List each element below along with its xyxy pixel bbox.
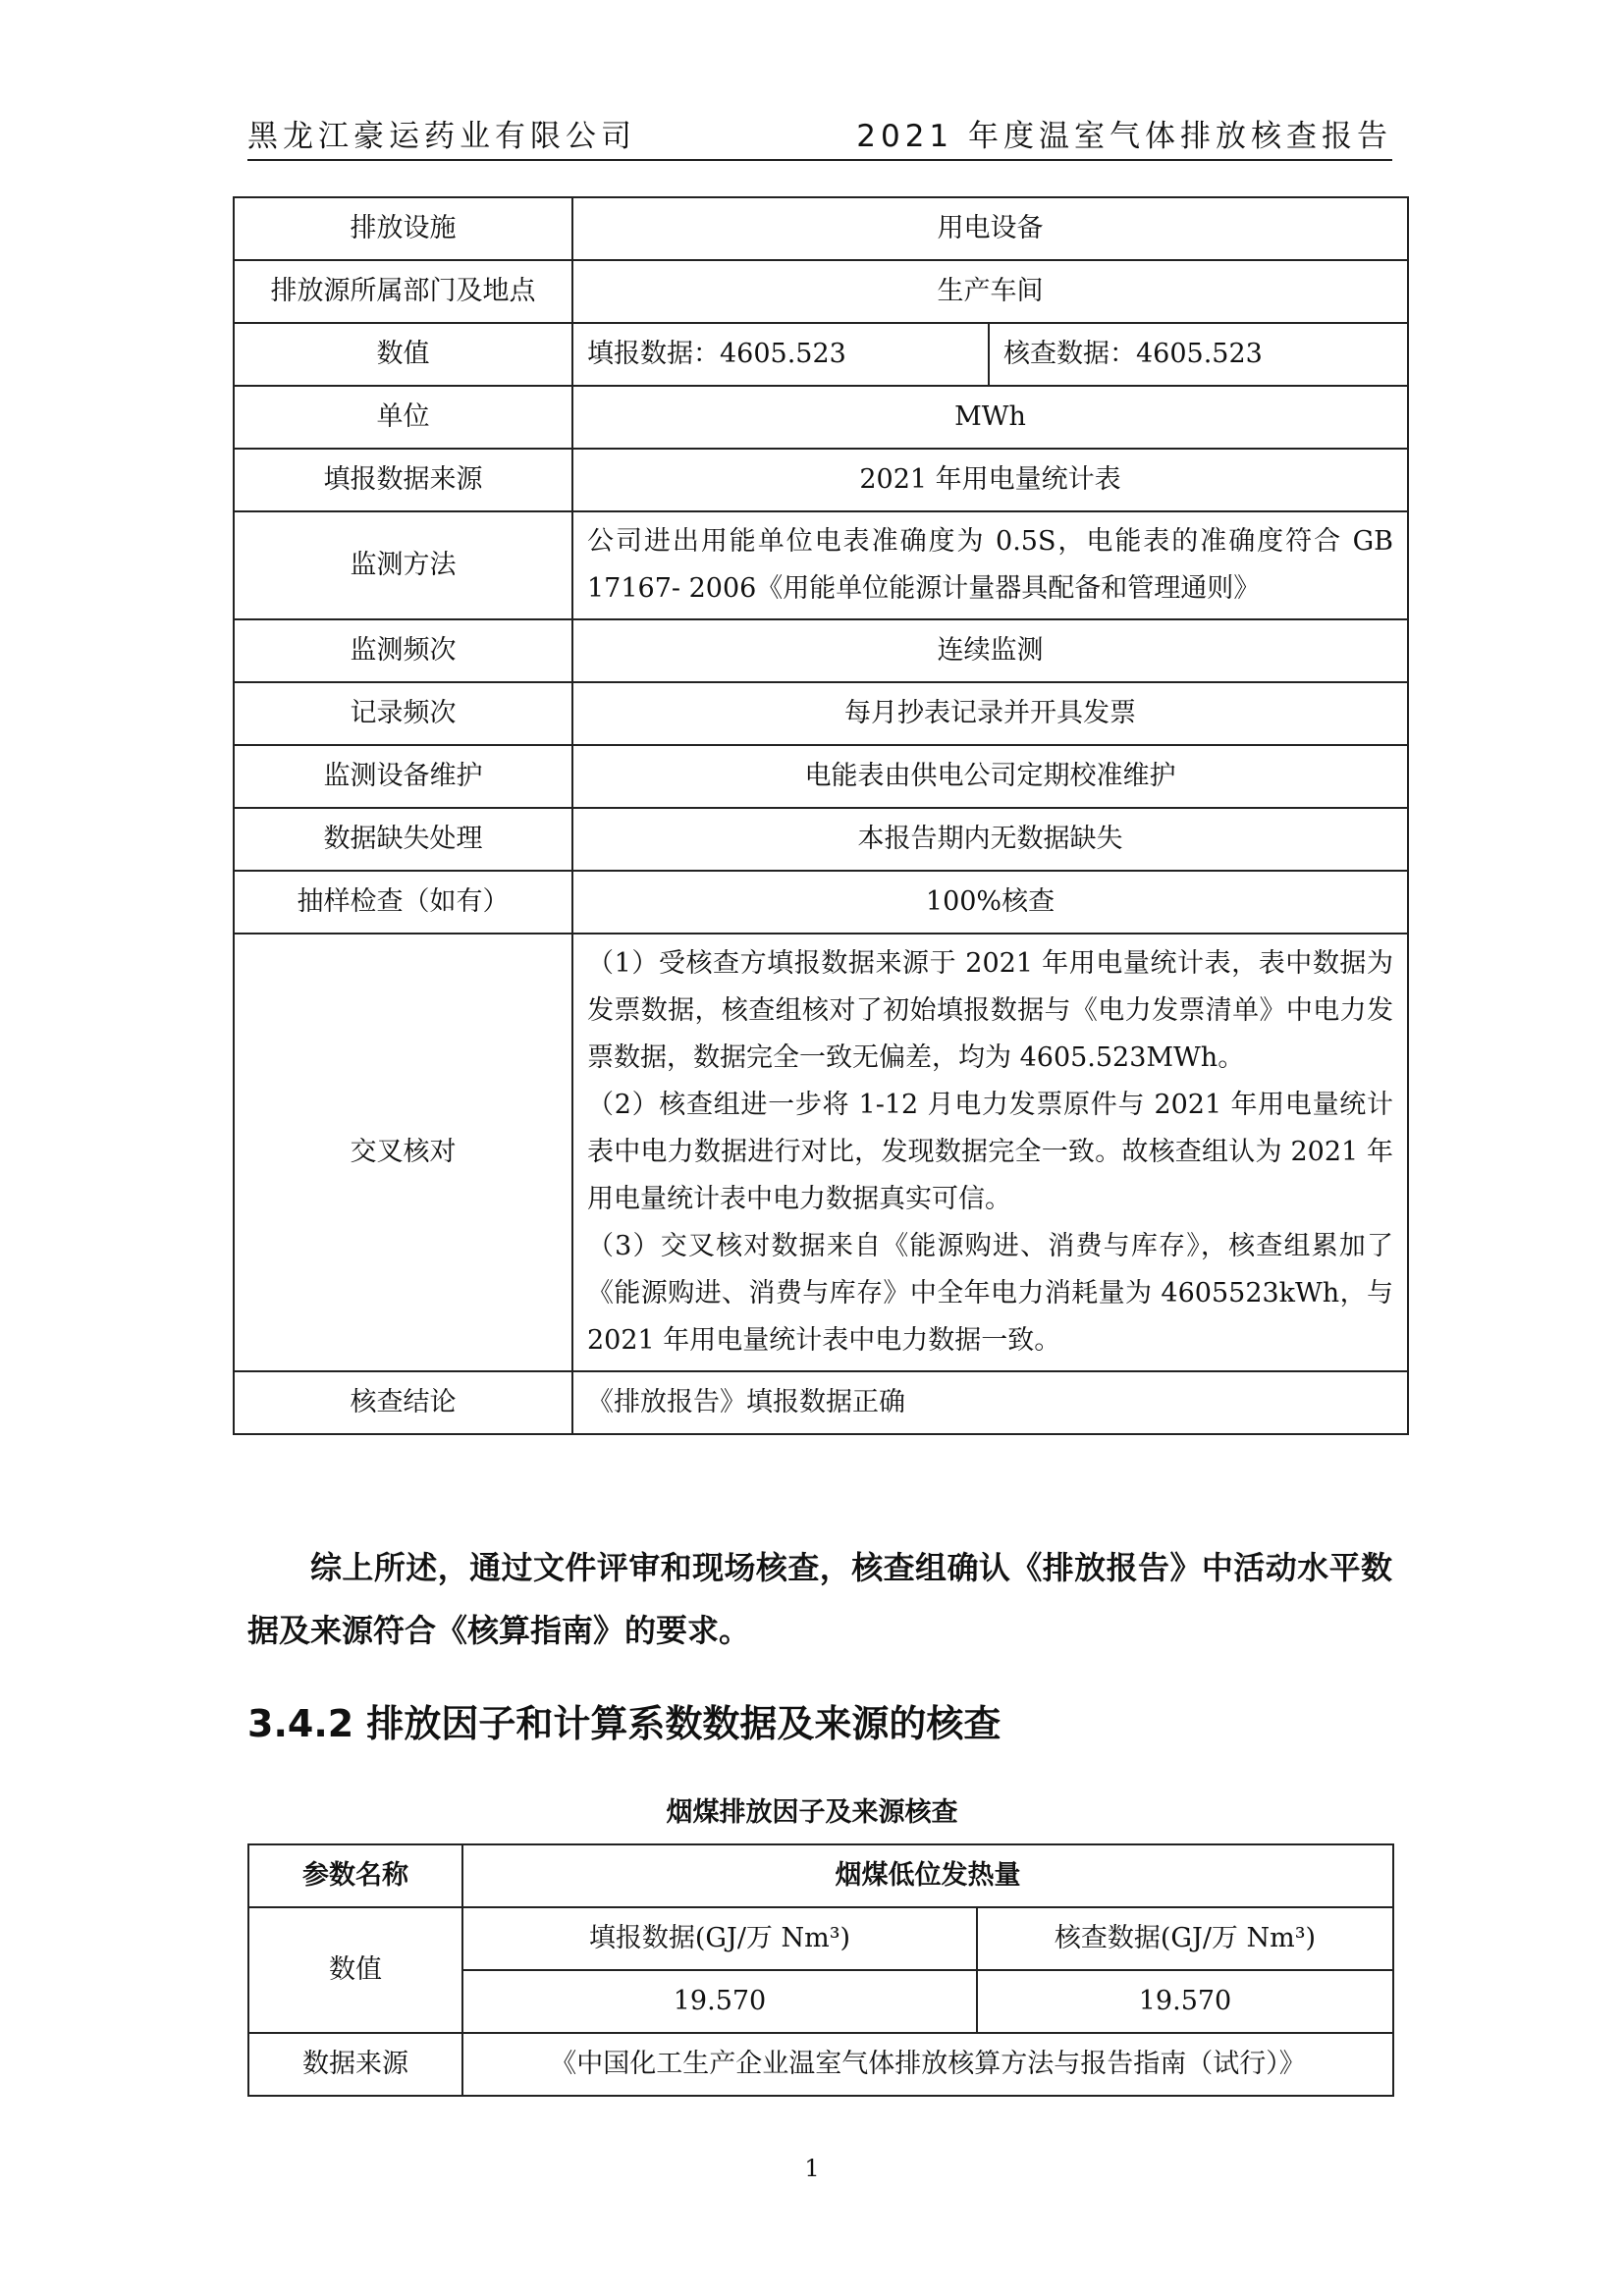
missing-label: 数据缺失处理: [234, 808, 572, 871]
cross-check-1: （1）受核查方填报数据来源于 2021 年用电量统计表，表中数据为发票数据，核查组核对了初始填报数据与《电力发票清单》中电力发票数据，数据完全一致无偏差，均为 4605.523MWh。: [587, 948, 1393, 1073]
dept-label: 排放源所属部门及地点: [234, 260, 572, 323]
source-value: 2021 年用电量统计表: [572, 449, 1408, 511]
table-row: [234, 260, 1408, 323]
conclusion-value: 《排放报告》填报数据正确: [572, 1371, 1408, 1434]
electricity-verification-table: [233, 196, 1409, 1435]
maint-value: 电能表由供电公司定期校准维护: [572, 745, 1408, 808]
unit-value: MWh: [572, 386, 1408, 449]
page-number: 1: [804, 2155, 820, 2182]
sample-label: 抽样检查（如有）: [234, 871, 572, 934]
table-row: [234, 934, 1408, 1371]
dept-value: 生产车间: [572, 260, 1408, 323]
value-label: 数值: [234, 323, 572, 386]
table-row: [248, 2033, 1393, 2096]
source-value: 《中国化工生产企业温室气体排放核算方法与报告指南（试行）》: [462, 2033, 1393, 2096]
page-header: [247, 114, 1392, 161]
table-caption: 烟煤排放因子及来源核查: [666, 1797, 958, 1828]
missing-value: 本报告期内无数据缺失: [572, 808, 1408, 871]
table-row: [234, 386, 1408, 449]
header-company: 黑龙江豪运药业有限公司: [247, 119, 636, 154]
section-heading: 3.4.2 排放因子和计算系数数据及来源的核查: [247, 1702, 1001, 1745]
cross-check-3: （3）交叉核对数据来自《能源购进、消费与库存》，核查组累加了《能源购进、消费与库存》中全年电力消耗量为 4605523kWh，与 2021 年用电量统计表中电力数据一致。: [587, 1231, 1393, 1356]
table-row: [234, 682, 1408, 745]
header-report-title: 2021 年度温室气体排放核查报告: [856, 119, 1392, 154]
source-label: 填报数据来源: [234, 449, 572, 511]
record-value: 每月抄表记录并开具发票: [572, 682, 1408, 745]
method-value: 公司进出用能单位电表准确度为 0.5S，电能表的准确度符合 GB 17167- 2006《用能单位能源计量器具配备和管理通则》: [572, 511, 1408, 619]
reported-header: 填报数据(GJ/万 Nm³): [462, 1907, 977, 1970]
reported-value: 填报数据：4605.523: [572, 323, 989, 386]
param-label: 参数名称: [248, 1844, 462, 1907]
table-row: [234, 511, 1408, 619]
record-label: 记录频次: [234, 682, 572, 745]
table-row: [234, 619, 1408, 682]
cross-check-cell: [572, 934, 1408, 1371]
verified-value: 19.570: [977, 1970, 1393, 2033]
unit-label: 单位: [234, 386, 572, 449]
sample-value: 100%核查: [572, 871, 1408, 934]
cross-check-2: （2）核查组进一步将 1-12 月电力发票原件与 2021 年用电量统计表中电力数据进行对比，发现数据完全一致。故核查组认为 2021 年用电量统计表中电力数据真实可信。: [587, 1090, 1393, 1214]
table-row: [248, 1844, 1393, 1907]
table-row: [234, 323, 1408, 386]
table-row: [234, 449, 1408, 511]
emission-factor-table: [247, 1843, 1394, 2097]
verified-header: 核查数据(GJ/万 Nm³): [977, 1907, 1393, 1970]
freq-label: 监测频次: [234, 619, 572, 682]
facility-label: 排放设施: [234, 197, 572, 260]
freq-value: 连续监测: [572, 619, 1408, 682]
maint-label: 监测设备维护: [234, 745, 572, 808]
conclusion-label: 核查结论: [234, 1371, 572, 1434]
cross-label: 交叉核对: [234, 934, 572, 1371]
summary-paragraph: 综上所述，通过文件评审和现场核查，核查组确认《排放报告》中活动水平数据及来源符合《核算指南》的要求。: [247, 1549, 1392, 1649]
table-row: [234, 197, 1408, 260]
table-row: [234, 1371, 1408, 1434]
source-label: 数据来源: [248, 2033, 462, 2096]
table-row: [248, 1907, 1393, 1970]
param-value: 烟煤低位发热量: [462, 1844, 1393, 1907]
value-label: 数值: [248, 1907, 462, 2033]
verified-value: 核查数据：4605.523: [989, 323, 1408, 386]
table-row: [234, 745, 1408, 808]
reported-value: 19.570: [462, 1970, 977, 2033]
table-row: [234, 871, 1408, 934]
facility-value: 用电设备: [572, 197, 1408, 260]
table-row: [234, 808, 1408, 871]
method-label: 监测方法: [234, 511, 572, 619]
